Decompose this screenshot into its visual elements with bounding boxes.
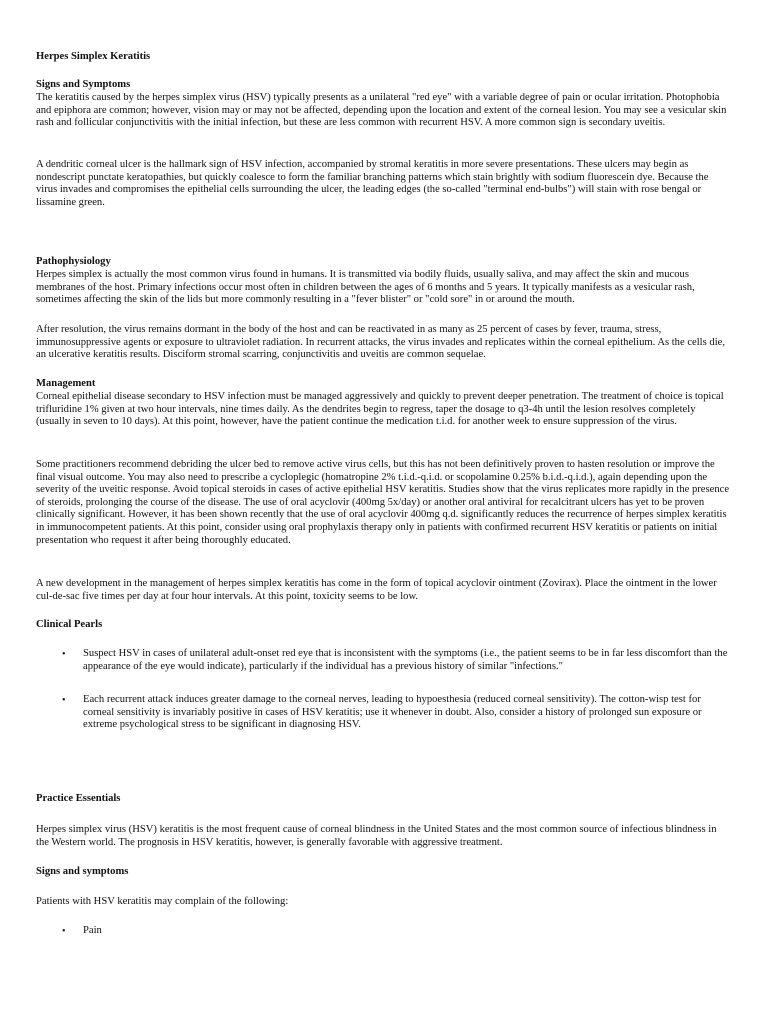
bullet-icon: • — [62, 926, 66, 937]
clinical-pearl-item: Suspect HSV in cases of unilateral adult-onset red eye that is inconsistent with the symptoms (i.e., the patient seems to be in far less discomfort than the appearance of the eye would indicate), particularly if the individual has a previous history of similar "infections." — [83, 648, 728, 672]
management-paragraph-2: Some practitioners recommend debriding the ulcer bed to remove active virus cells, but this has not been definitively proven to hasten resolution or improve the final visual outcome. You may also need to prescribe a cycloplegic (homatropine 2% t.i.d.-q.i.d. or scopolamine 0.25% b.i.d.-q.i.d.), again depending upon the severity of the uveitic response. Avoid topical steroids in cases of active epithelial HSV keratitis. Studies show that the virus replicates more rapidly in the presence of steroids, prolonging the course of the disease. The use of oral acyclovir (400mg 5x/day) or another oral antiviral for recalcitrant ulcers has yet to be proven clinically significant. However, it has been shown recently that the use of oral acyclovir 400mg q.d. significantly reduces the recurrence of herpes simplex keratitis in immunocompetent patients. At this point, consider using oral prophylaxis therapy only in patients with confirmed recurrent HSV keratitis or patients on initial presentation who request it after being thoroughly educated. — [36, 459, 730, 546]
pathophysiology-paragraph-1: Herpes simplex is actually the most common virus found in humans. It is transmitted via bodily fluids, usually saliva, and may affect the skin and mucous membranes of the host. Primary infections occur most often in children between the ages of 6 months and 5 years. It typically manifests as a vesicular rash, sometimes affecting the skin of the lids but more commonly resulting in a "fever blister" or "cold sore" in or around the mouth. — [36, 269, 695, 306]
management-heading: Management — [36, 378, 96, 389]
signs-symptoms-paragraph-1: The keratitis caused by the herpes simplex virus (HSV) typically presents as a unilateral "red eye" with a variable degree of pain or ocular irritation. Photophobia and epiphora are common; however, vision may or may not be affected, depending upon the location and extent of the corneal lesion. You may see a vesicular skin rash and follicular conjunctivitis with the initial infection, but these are less common with recurrent HSV. A more common sign is secondary uveitis. — [36, 92, 727, 129]
clinical-pearl-item: Each recurrent attack induces greater damage to the corneal nerves, leading to hypoesthesia (reduced corneal sensitivity). The cotton-wisp test for corneal sensitivity is invariably positive in cases of HSV keratitis; use it whenever in doubt. Also, consider a history of prolonged sun exposure or extreme psychological stress to be significant in diagnosing HSV. — [83, 694, 702, 731]
clinical-pearls-heading: Clinical Pearls — [36, 619, 103, 630]
signs-symptoms-heading: Signs and Symptoms — [36, 79, 131, 90]
signs-symptoms-subheading: Signs and symptoms — [36, 866, 129, 877]
practice-essentials-heading: Practice Essentials — [36, 793, 121, 804]
complaints-intro: Patients with HSV keratitis may complain of the following: — [36, 896, 289, 907]
pathophysiology-heading: Pathophysiology — [36, 256, 111, 267]
signs-symptoms-paragraph-2: A dendritic corneal ulcer is the hallmark sign of HSV infection, accompanied by stromal keratitis in more severe presentations. These ulcers may begin as nondescript punctate keratopathies, but quickly coalesce to form the familiar branching patterns which stain brightly with sodium fluorescein dye. Because the virus invades and compromises the epithelial cells surrounding the ulcer, the leading edges (the so-called "terminal end-bulbs") will stain with rose bengal or lissamine green. — [36, 159, 709, 208]
bullet-icon: • — [62, 649, 66, 660]
pathophysiology-paragraph-2: After resolution, the virus remains dormant in the body of the host and can be reactivated in as many as 25 percent of cases by fever, trauma, stress, immunosuppressive agents or exposure to ultraviolet radiation. In recurrent attacks, the virus invades and replicates within the corneal epithelium. As the cells die, an ulcerative keratitis results. Disciform stromal scarring, conjunctivitis and uveitis are common sequelae. — [36, 324, 725, 361]
complaint-list-item: Pain — [83, 925, 102, 936]
document-title: Herpes Simplex Keratitis — [36, 51, 151, 62]
management-paragraph-1: Corneal epithelial disease secondary to HSV infection must be managed aggressively and quickly to prevent deeper penetration. The treatment of choice is topical trifluridine 1% given at two hour intervals, nine times daily. As the dendrites begin to regress, taper the dosage to q3-4h until the lesion resolves completely (usually in seven to 10 days). At this point, however, have the patient continue the medication t.i.d. for another week to ensure suppression of the virus. — [36, 391, 724, 428]
management-paragraph-3: A new development in the management of herpes simplex keratitis has come in the form of topical acyclovir ointment (Zovirax). Place the ointment in the lower cul-de-sac five times per day at four hour intervals. At this point, toxicity seems to be low. — [36, 578, 717, 602]
bullet-icon: • — [62, 695, 66, 706]
practice-essentials-paragraph: Herpes simplex virus (HSV) keratitis is the most frequent cause of corneal blindness in the United States and the most common source of infectious blindness in the Western world. The prognosis in HSV keratitis, however, is generally favorable with aggressive treatment. — [36, 824, 717, 848]
